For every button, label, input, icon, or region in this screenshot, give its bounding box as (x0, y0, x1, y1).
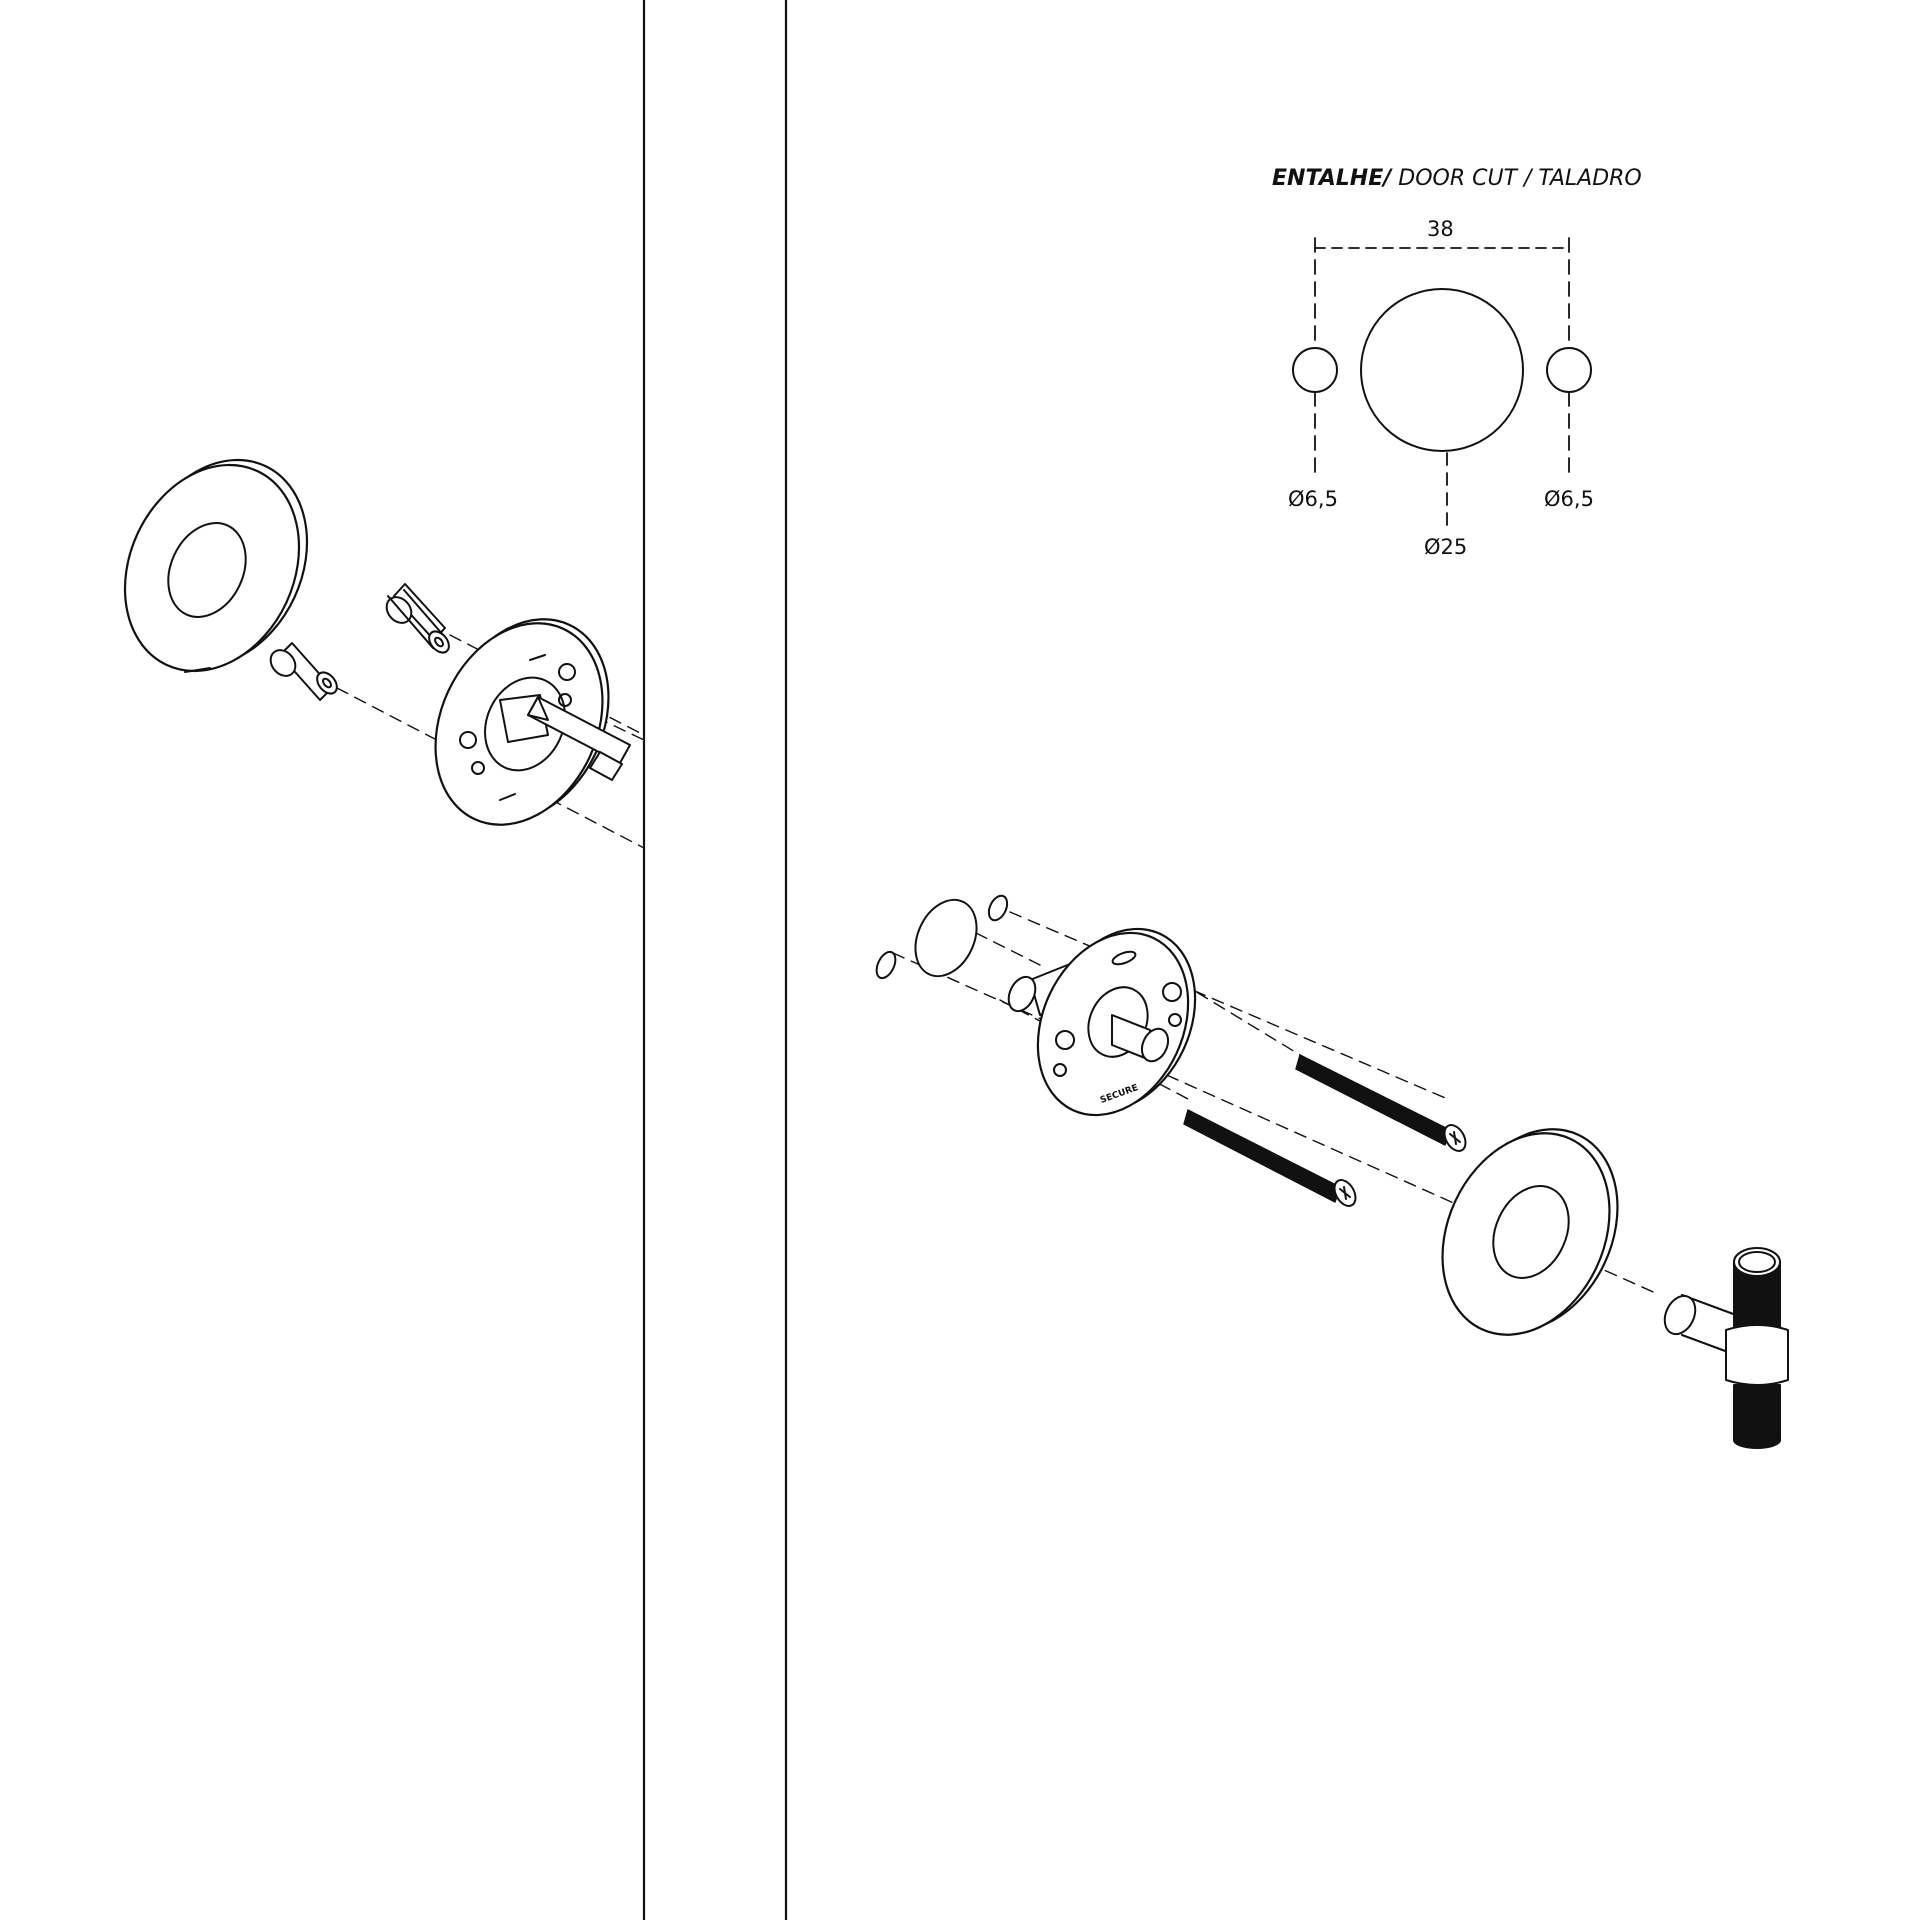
t-knob-handle (1659, 1248, 1788, 1448)
spacing-dimension-label: 38 (1427, 217, 1454, 241)
screw-lower (1184, 1110, 1360, 1210)
small-hole-left (1293, 348, 1337, 392)
center-hole-label: Ø25 (1424, 535, 1468, 559)
rose-text: SECURE (1098, 1083, 1140, 1106)
right-drill-holes (873, 890, 1011, 986)
door-cut-title-rest: DOOR CUT / TALADRO (1391, 166, 1642, 191)
center-hole (1361, 289, 1523, 451)
left-sleeve-lower (266, 643, 341, 700)
left-sleeve-upper (382, 584, 453, 656)
door-cut-title (1272, 166, 1642, 191)
small-hole-left-label: Ø6,5 (1288, 487, 1338, 511)
small-hole-right-label: Ø6,5 (1544, 487, 1594, 511)
right-base-rose (1004, 904, 1224, 1139)
door-cut-title-bold: ENTALHE/ (1272, 166, 1392, 191)
small-hole-right (1547, 348, 1591, 392)
screw-upper (1296, 1055, 1470, 1155)
